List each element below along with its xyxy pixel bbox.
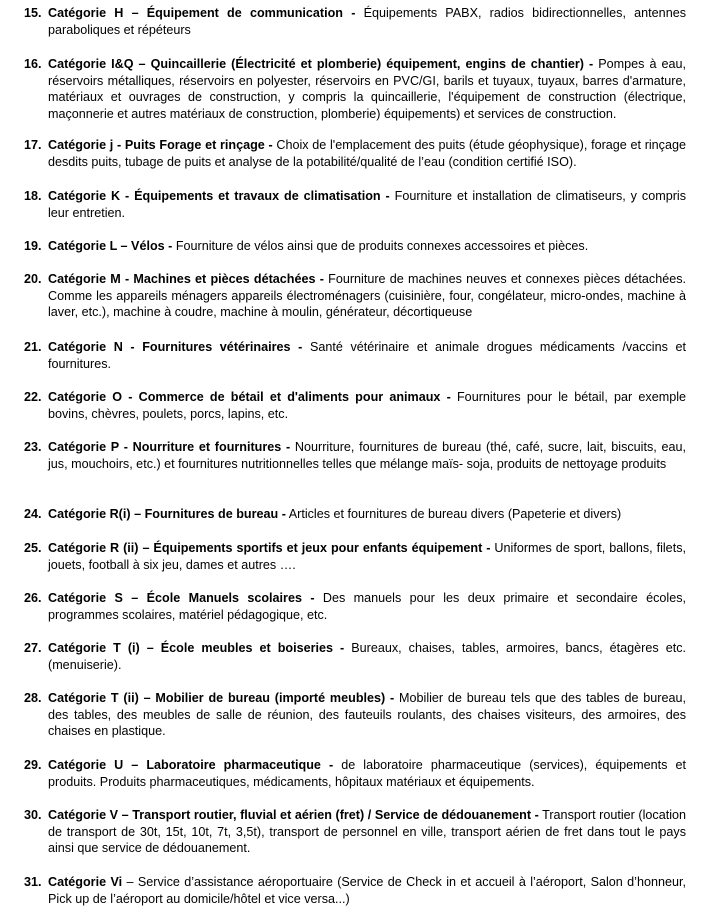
list-item: [24, 807, 686, 857]
item-number: 23.: [24, 440, 42, 454]
list-item: [24, 238, 686, 255]
item-number: 17.: [24, 138, 42, 152]
item-number: 30.: [24, 808, 42, 822]
list-item: [24, 874, 686, 907]
item-title: Catégorie j - Puits Forage et rinçage -: [48, 138, 273, 152]
item-title: Catégorie Vi: [48, 875, 123, 889]
item-text: Pompes à eau, réservoirs métalliques, réservoirs en polyester, réservoirs en PVC/GI, barils et tuyaux, tuyaux, barres d'armature, matériaux et ouvrages de construction, y compris la quincaillerie, l'équipement de construction (électrique, maçonnerie et autres matériaux de construction, plomberie) équipements) et services de construction.: [48, 57, 686, 121]
item-number: 22.: [24, 390, 42, 404]
item-text: de laboratoire pharmaceutique (services), équipements et produits. Produits pharmaceutiques, médicaments, hôpitaux matériaux et équipements.: [48, 758, 686, 789]
list-item: [24, 5, 686, 38]
list-item: [24, 439, 686, 472]
item-title: Catégorie I&Q – Quincaillerie (Électricité et plomberie) équipement, engins de chantier) -: [48, 57, 594, 71]
item-number: 19.: [24, 239, 42, 253]
list-item: [24, 590, 686, 623]
list-item: [24, 188, 686, 221]
item-text: Bureaux, chaises, tables, armoires, bancs, étagères etc. (menuiserie).: [48, 641, 686, 672]
list-item: [24, 137, 686, 170]
item-number: 29.: [24, 758, 42, 772]
item-title: Catégorie T (ii) – Mobilier de bureau (importé meubles) -: [48, 691, 395, 705]
item-number: 18.: [24, 189, 42, 203]
item-text: Transport routier (location de transport de 30t, 15t, 10t, 7t, 3,5t), transport de personnel en ville, transport aérien de fret dans tout le pays ainsi que service de dédouanement.: [48, 808, 686, 856]
item-number: 24.: [24, 507, 42, 521]
item-text: Articles et fournitures de bureau divers (Papeterie et divers): [285, 507, 622, 521]
item-text: Mobilier de bureau tels que des tables de bureau, des tables, des meubles de salle de réunion, des fauteuils roulants, des chaises visiteurs, des armoires, des chaises en plastique.: [48, 691, 686, 739]
item-number: 16.: [24, 57, 42, 71]
item-number: 26.: [24, 591, 42, 605]
item-text: Nourriture, fournitures de bureau (thé, café, sucre, lait, biscuits, eau, jus, mouchoirs, etc.) et fournitures nutritionnelles telles que mélange maïs- soja, produits de nettoyage produits: [48, 440, 686, 471]
item-text: Des manuels pour les deux primaire et secondaire écoles, programmes scolaires, matériel pédagogique, etc.: [48, 591, 687, 622]
item-title: Catégorie O - Commerce de bétail et d'aliments pour animaux -: [48, 390, 451, 404]
item-text: Santé vétérinaire et animale drogues médicaments /vaccins et fournitures.: [48, 340, 686, 371]
item-text: Équipements PABX, radios bidirectionnelles, antennes paraboliques et répéteurs: [48, 6, 686, 37]
list-item: [24, 757, 686, 790]
list-item: [24, 389, 686, 422]
item-number: 28.: [24, 691, 42, 705]
item-title: Catégorie N - Fournitures vétérinaires -: [48, 340, 303, 354]
list-item: [24, 690, 686, 740]
list-item: [24, 271, 686, 321]
item-title: Catégorie P - Nourriture et fournitures -: [48, 440, 291, 454]
item-number: 27.: [24, 641, 42, 655]
list-item: [24, 56, 686, 122]
item-title: Catégorie R (ii) – Équipements sportifs et jeux pour enfants équipement -: [48, 541, 491, 555]
item-title: Catégorie R(i) – Fournitures de bureau -: [48, 507, 286, 521]
item-title: Catégorie L – Vélos -: [48, 239, 173, 253]
item-text: Fourniture de machines neuves et connexes pièces détachées. Comme les appareils ménagers appareils électroménagers (cuisinière, four, congélateur, micro-ondes, machine à laver, etc.), machine à coudre, machine à moulin, générateur, décortiqueuse: [48, 272, 687, 320]
item-text: Fourniture de vélos ainsi que de produits connexes accessoires et pièces.: [172, 239, 589, 253]
item-number: 21.: [24, 340, 42, 354]
item-title: Catégorie T (i) – École meubles et boiseries -: [48, 641, 345, 655]
item-title: Catégorie U – Laboratoire pharmaceutique -: [48, 758, 334, 772]
list-item: [24, 540, 686, 573]
list-item: [24, 506, 686, 523]
item-title: Catégorie H – Équipement de communication -: [48, 6, 356, 20]
item-title: Catégorie M - Machines et pièces détachées -: [48, 272, 324, 286]
item-title: Catégorie K - Équipements et travaux de climatisation -: [48, 189, 390, 203]
item-title: Catégorie S – École Manuels scolaires -: [48, 591, 315, 605]
item-number: 25.: [24, 541, 42, 555]
item-number: 31.: [24, 875, 42, 889]
item-text: – Service d’assistance aéroportuaire (Service de Check in et accueil à l’aéroport, Salon d’honneur, Pick up de l’aéroport au domicile/hôtel et vice versa...): [48, 875, 686, 906]
item-text: Uniformes de sport, ballons, filets, jouets, football à six jeu, dames et autres ….: [48, 541, 686, 572]
item-number: 20.: [24, 272, 42, 286]
list-item: [24, 640, 686, 673]
item-text: Fournitures pour le bétail, par exemple bovins, chèvres, poulets, porcs, lapins, etc.: [48, 390, 687, 421]
item-title: Catégorie V – Transport routier, fluvial et aérien (fret) / Service de dédouanement -: [48, 808, 539, 822]
item-text: Choix de l'emplacement des puits (étude géophysique), forage et rinçage desdits puits, tubage de puits et analyse de la potabilité/qualité de l’eau (condition certifié ISO).: [48, 138, 686, 169]
item-text: Fourniture et installation de climatiseurs, y compris leur entretien.: [48, 189, 686, 220]
item-number: 15.: [24, 6, 42, 20]
list-item: [24, 339, 686, 372]
